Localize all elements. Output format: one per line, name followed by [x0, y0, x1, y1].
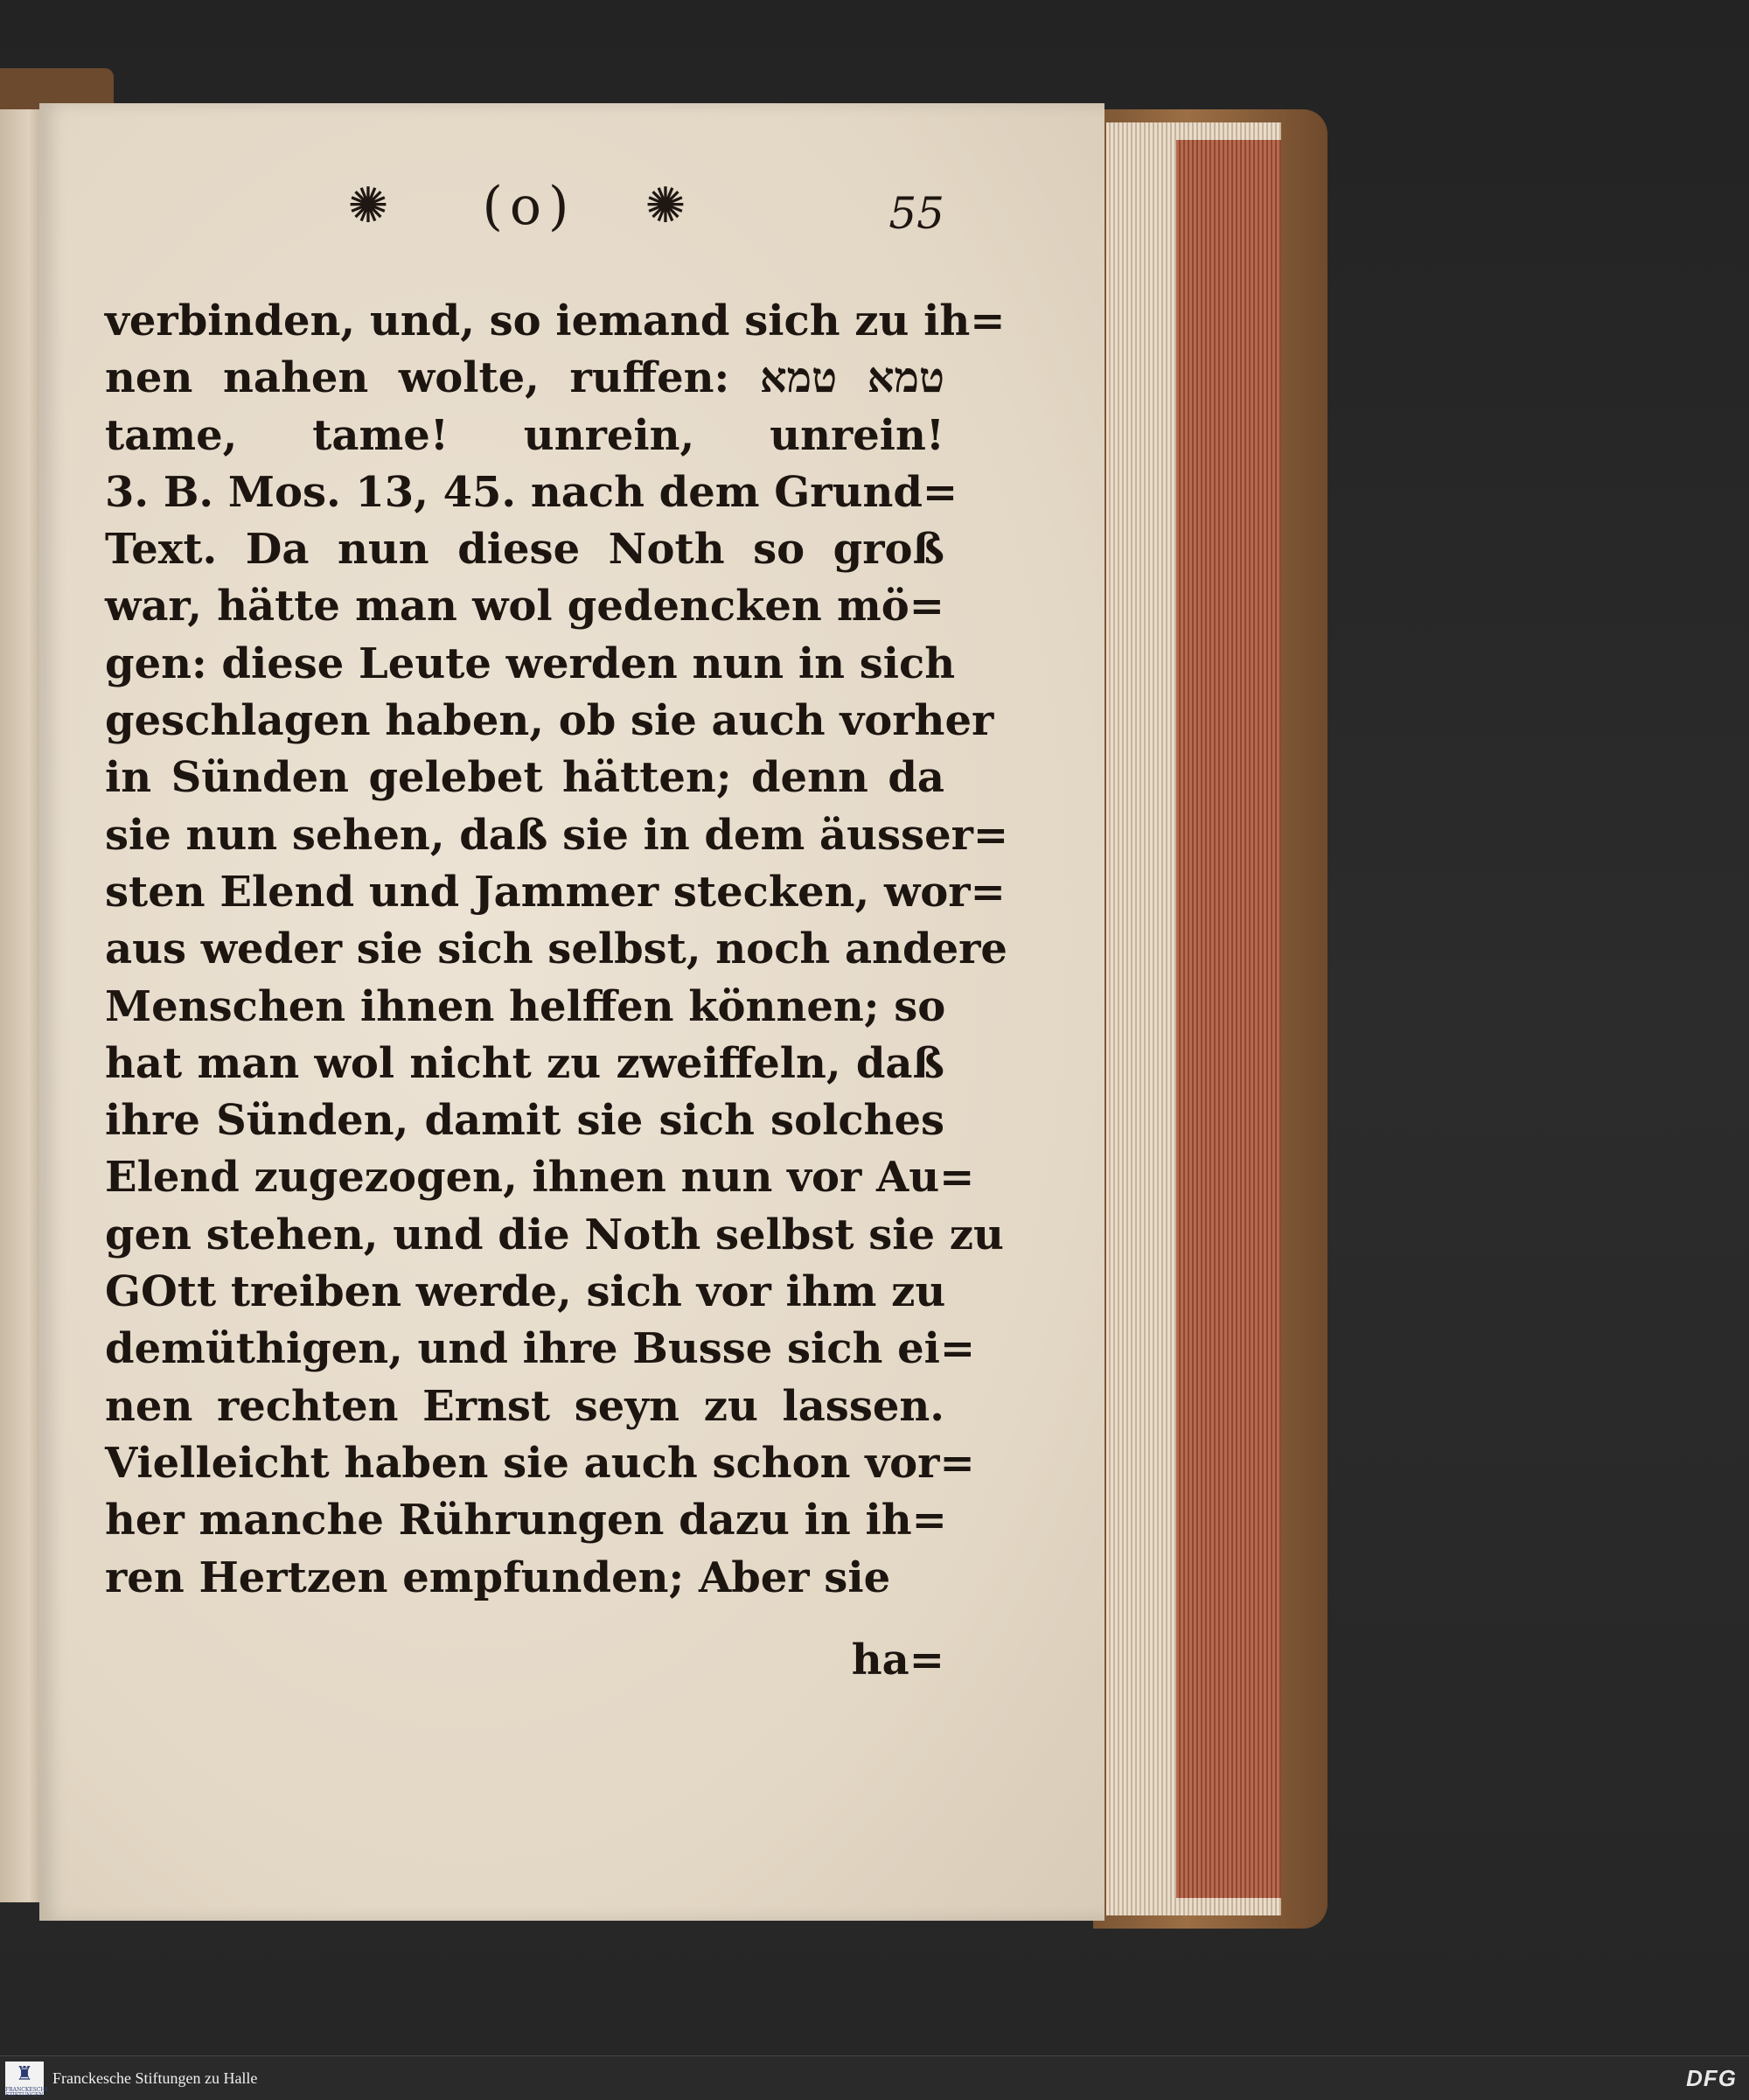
header-mark: (o): [482, 176, 576, 237]
text-line: tame, tame! unrein, unrein!: [105, 410, 944, 460]
text-line: ihre Sünden, damit sie sich solches: [105, 1096, 944, 1146]
flower-ornament-icon: ✺: [347, 178, 389, 234]
text-line: demüthigen, und ihre Busse sich ei=: [105, 1324, 976, 1374]
text-line: Elend zugezogen, ihnen nun vor Au=: [105, 1153, 975, 1203]
text-line: Vielleicht haben sie auch schon vor=: [105, 1438, 975, 1488]
text-line: sten Elend und Jammer stecken, wor=: [105, 867, 1006, 917]
text-line: Text. Da nun diese Noth so groß: [105, 525, 944, 575]
text-line: hat man wol nicht zu zweiffeln, daß: [105, 1038, 944, 1088]
text-line: war, hätte man wol gedencken mö=: [105, 582, 944, 631]
text-line: aus weder sie sich selbst, noch andere: [105, 924, 1007, 974]
text-line: gen stehen, und die Noth selbst sie zu: [105, 1210, 1004, 1259]
flower-ornament-icon: ✺: [645, 178, 686, 234]
catchword: ha=: [851, 1636, 944, 1685]
page-number: 55: [888, 188, 944, 239]
institution-logo-icon[interactable]: ♜ FRANCKESCHE STIFTUNGEN: [5, 2063, 50, 2098]
text-line: GOtt treiben werde, sich vor ihm zu: [105, 1267, 946, 1317]
text-line: her manche Rührungen dazu in ih=: [105, 1496, 947, 1545]
text-line: ren Hertzen empfunden; Aber sie: [105, 1552, 891, 1602]
text-line: in Sünden gelebet hätten; denn da: [105, 753, 944, 803]
logo-caption: FRANCKESCHE STIFTUNGEN: [5, 2087, 50, 2098]
dfg-logo[interactable]: DFG: [1686, 2065, 1737, 2091]
institution-credit[interactable]: Franckesche Stiftungen zu Halle: [52, 2069, 258, 2087]
text-line: nen rechten Ernst seyn zu lassen.: [105, 1381, 944, 1431]
red-page-edge: [1176, 140, 1281, 1898]
text-line: geschlagen haben, ob sie auch vorher: [105, 696, 994, 746]
text-line: Menschen ihnen helffen können; so: [105, 981, 946, 1031]
text-line: sie nun sehen, daß sie in dem äusser=: [105, 810, 1009, 860]
text-line: verbinden, und, so iemand sich zu ih=: [105, 297, 1006, 345]
page-header: [341, 176, 944, 249]
page-body-text: [105, 293, 1009, 1607]
text-line: 3. B. Mos. 13, 45. nach dem Grund=: [105, 467, 958, 517]
text-line: nen nahen wolte, ruffen: טמא טמא: [105, 353, 945, 403]
text-line: gen: diese Leute werden nun in sich: [105, 638, 956, 688]
viewer-footer: [0, 2055, 1749, 2100]
